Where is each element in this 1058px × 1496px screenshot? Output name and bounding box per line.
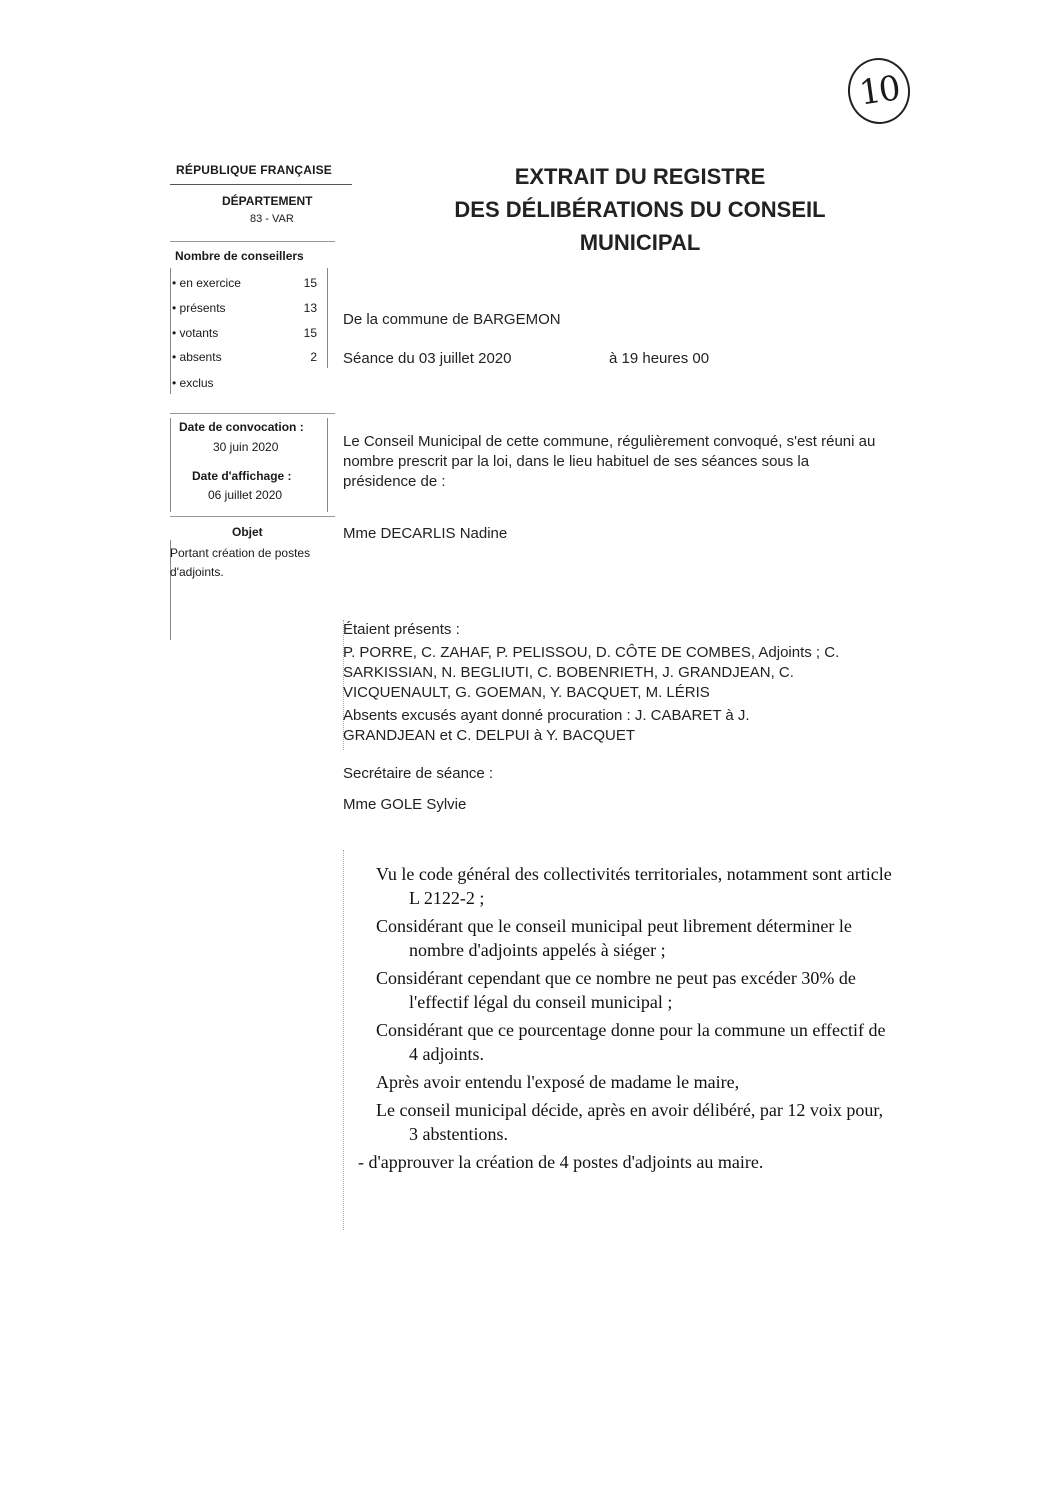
stat-label: • en exercice: [172, 276, 241, 290]
margin-rule: [343, 850, 344, 1230]
departement-label: DÉPARTEMENT: [222, 194, 313, 208]
republique-label: RÉPUBLIQUE FRANÇAISE: [176, 163, 333, 177]
departement-value: 83 - VAR: [250, 213, 294, 225]
convocation-label: Date de convocation :: [179, 420, 304, 434]
title-line: EXTRAIT DU REGISTRE: [514, 164, 766, 189]
stat-label: • exclus: [172, 376, 214, 390]
margin-rule: [170, 418, 171, 512]
secretaire-name: Mme GOLE Sylvie: [343, 796, 467, 813]
president-name: Mme DECARLIS Nadine: [343, 525, 508, 542]
divider: [170, 184, 352, 185]
deliberation-item: Considérant que le conseil municipal peut librement déterminer le nombre d'adjoints appelés à siéger ;: [376, 916, 852, 960]
objet-label: Objet: [232, 525, 263, 539]
deliberation-item: Après avoir entendu l'exposé de madame le maire,: [376, 1072, 740, 1092]
divider: [170, 413, 335, 414]
deliberation-item: Le conseil municipal décide, après en avoir délibéré, par 12 voix pour, 3 abstentions.: [376, 1100, 884, 1144]
affichage-date: 06 juillet 2020: [208, 488, 283, 502]
convocation-date: 30 juin 2020: [213, 440, 279, 454]
document-title: [380, 160, 900, 259]
objet-text: Portant création de postes d'adjoints.: [170, 546, 311, 579]
deliberation-item: Vu le code général des collectivités territoriales, notamment sont article L 2122-2 ;: [376, 864, 892, 908]
margin-rule: [327, 268, 328, 368]
stat-value: 15: [303, 276, 317, 290]
stat-row-absents: [172, 350, 317, 366]
stat-row-presents: [172, 301, 317, 317]
stat-label: • présents: [172, 301, 226, 315]
seance-date: Séance du 03 juillet 2020: [343, 350, 512, 367]
commune-line: De la commune de BARGEMON: [343, 311, 561, 328]
stat-row-exclus: [172, 376, 317, 392]
conseillers-title: Nombre de conseillers: [175, 249, 304, 263]
deliberation-item: Considérant cependant que ce nombre ne peut pas excéder 30% de l'effectif légal du conseil municipal ;: [376, 968, 856, 1012]
secretaire-label: Secrétaire de séance :: [343, 765, 494, 782]
intro-paragraph: Le Conseil Municipal de cette commune, régulièrement convoqué, s'est réuni au nombre prescrit par la loi, dans le lieu habituel de ses séances sous la présidence de :: [343, 433, 876, 490]
seance-heure: à 19 heures 00: [609, 350, 710, 367]
divider: [170, 241, 335, 242]
deliberation-item: - d'approuver la création de 4 postes d'adjoints au maire.: [358, 1152, 764, 1172]
stat-value: 15: [303, 326, 317, 340]
stat-label: • votants: [172, 326, 219, 340]
margin-rule: [327, 418, 328, 512]
margin-rule: [170, 268, 171, 394]
absents-paragraph: Absents excusés ayant donné procuration : J. CABARET à J. GRANDJEAN et C. DELPUI à Y. BACQUET: [343, 707, 750, 744]
stat-value: 13: [303, 301, 317, 315]
affichage-label: Date d'affichage :: [192, 469, 292, 483]
stat-value: 2: [310, 350, 317, 364]
deliberation-item: Considérant que ce pourcentage donne pour la commune un effectif de 4 adjoints.: [376, 1020, 886, 1064]
stat-row-en-exercice: [172, 276, 317, 292]
deliberation-block: [358, 862, 896, 1178]
stat-row-votants: [172, 326, 317, 342]
presents-label: Étaient présents :: [343, 621, 460, 638]
presents-list: P. PORRE, C. ZAHAF, P. PELISSOU, D. CÔTE DE COMBES, Adjoints ; C. SARKISSIAN, N. BEGLIUTI, C. BOBENRIETH, J. GRANDJEAN, C. VICQUENAULT, G. GOEMAN, Y. BACQUET, M. LÉRIS: [343, 644, 840, 701]
title-line: MUNICIPAL: [579, 230, 701, 255]
divider: [170, 516, 335, 517]
page-number-stamp: 10: [844, 54, 915, 128]
stat-label: • absents: [172, 350, 222, 364]
title-line: DES DÉLIBÉRATIONS DU CONSEIL: [454, 197, 826, 222]
